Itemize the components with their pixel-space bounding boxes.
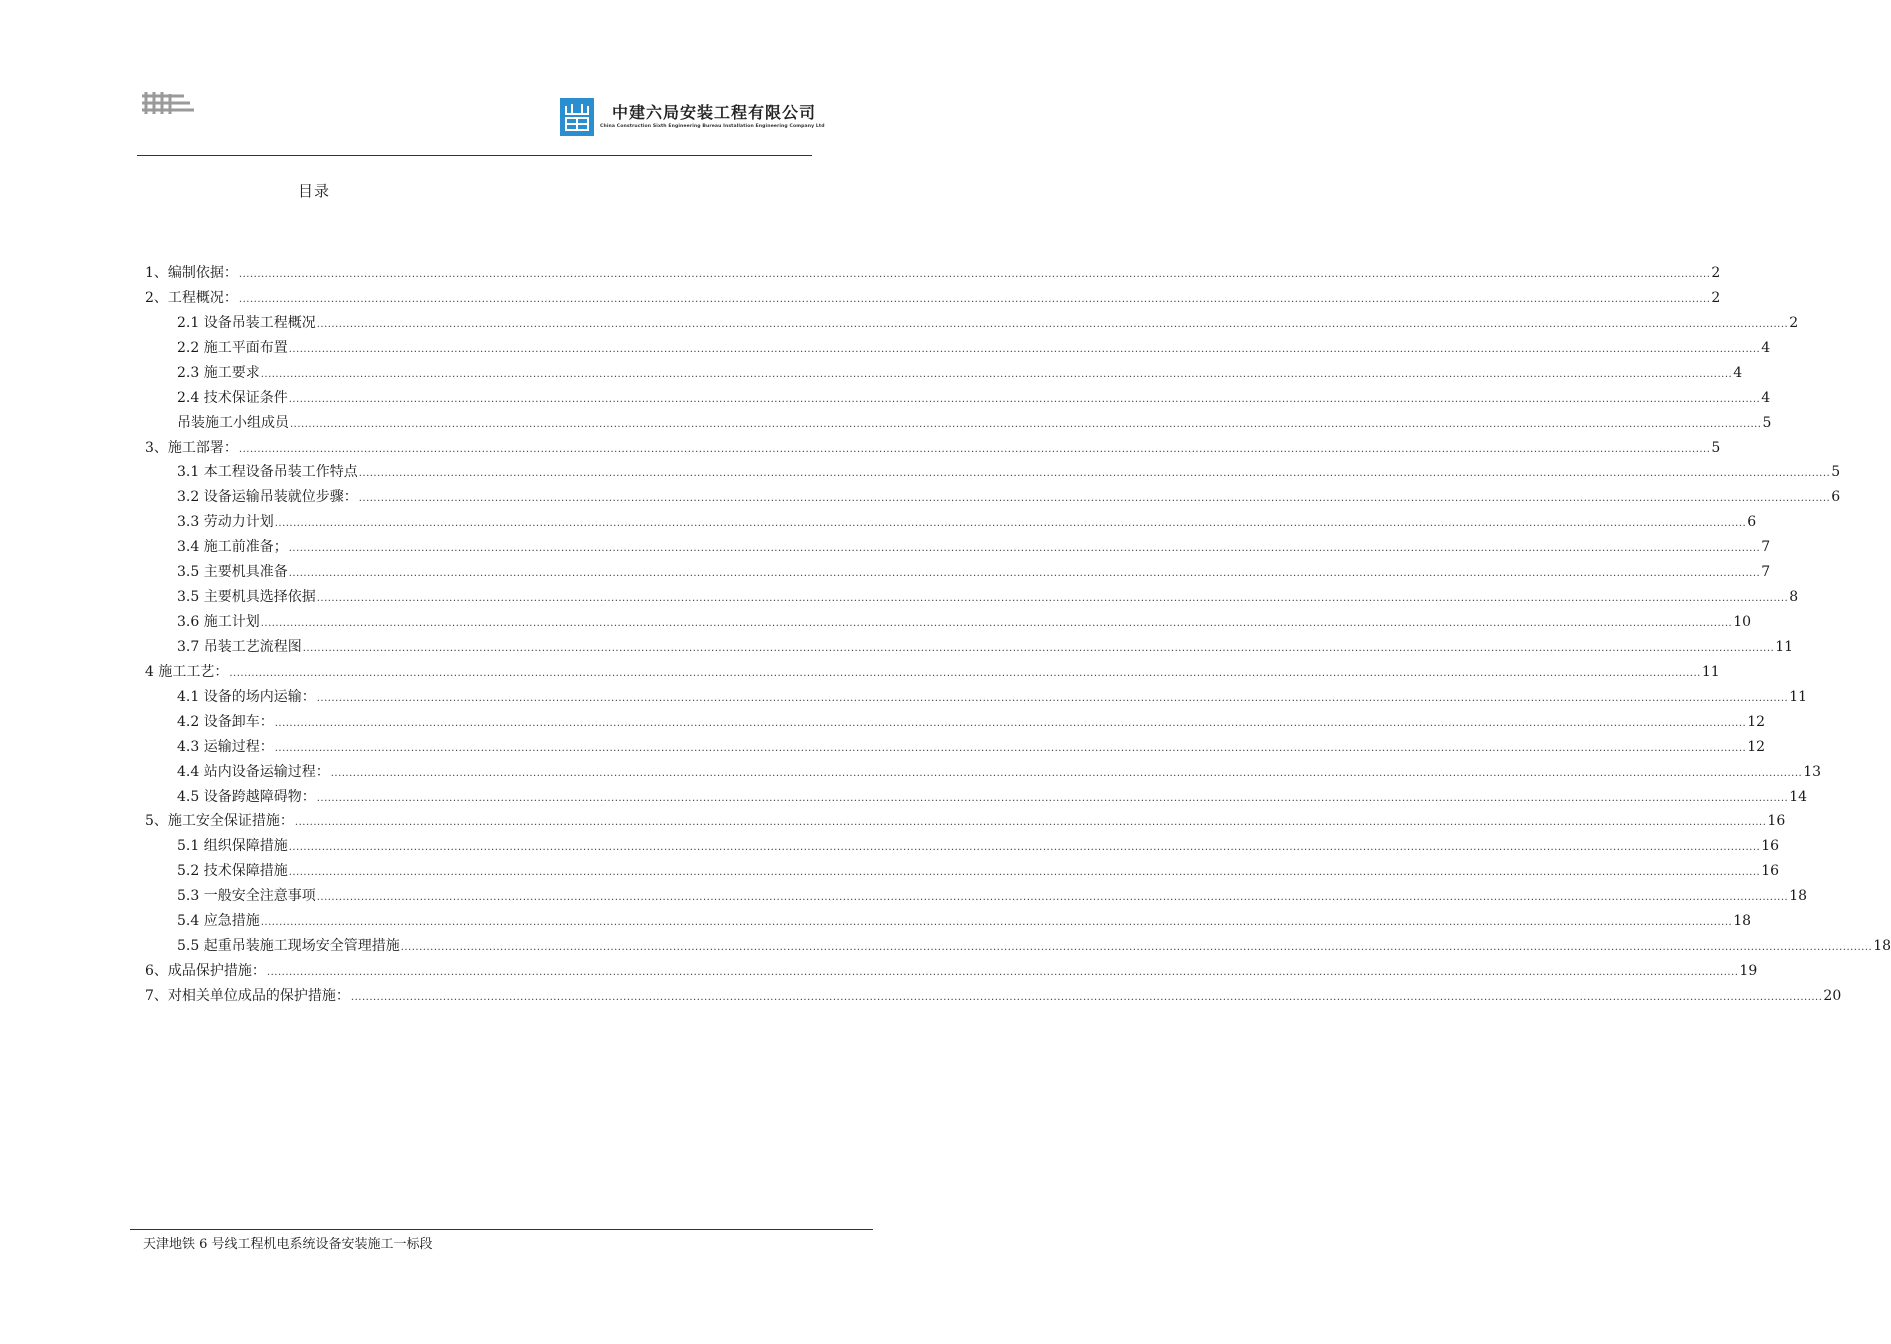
toc-entry-label: 4.4 站内设备运输过程： <box>177 763 330 780</box>
toc-entry-page: 4 <box>1761 389 1771 406</box>
toc-entry[interactable] <box>177 611 1752 633</box>
toc-leader-dots: ................................................................................................................................................................................................................................................................................................................................................................................................................ <box>260 618 1733 630</box>
toc-leader-dots: ................................................................................................................................................................................................................................................................................................................................................................................................................ <box>400 942 1873 954</box>
toc-entry-page: 7 <box>1761 539 1771 556</box>
toc-entry-label: 3.5 主要机具准备 <box>177 564 288 581</box>
toc-entry-label: 吊装施工小组成员 <box>177 414 289 431</box>
toc-entry[interactable] <box>177 486 1841 508</box>
toc-leader-dots: ................................................................................................................................................................................................................................................................................................................................................................................................................ <box>358 493 1831 505</box>
toc-entry[interactable] <box>177 387 1771 409</box>
toc-entry[interactable] <box>177 536 1771 558</box>
toc-entry-label: 3.5 主要机具选择依据 <box>177 589 316 606</box>
toc-entry[interactable] <box>177 736 1766 758</box>
toc-entry[interactable] <box>177 461 1841 483</box>
toc-entry-label: 5.1 组织保障措施 <box>177 838 288 855</box>
toc-leader-dots: ................................................................................................................................................................................................................................................................................................................................................................................................................ <box>290 418 1762 430</box>
toc-leader-dots: ................................................................................................................................................................................................................................................................................................................................................................................................................ <box>288 568 1761 580</box>
toc-entry-label: 4.1 设备的场内运输： <box>177 688 316 705</box>
toc-entry[interactable] <box>145 262 1721 284</box>
toc-entry-label: 3.7 吊装工艺流程图 <box>177 638 302 655</box>
toc-entry-page: 5 <box>1711 439 1721 456</box>
toc-entry-label: 5.5 起重吊装施工现场安全管理措施 <box>177 938 400 955</box>
toc-entry-label: 5.4 应急措施 <box>177 913 260 930</box>
toc-entry-label: 1、编制依据： <box>145 265 238 281</box>
toc-entry-page: 18 <box>1789 888 1808 905</box>
toc-leader-dots: ................................................................................................................................................................................................................................................................................................................................................................................................................ <box>294 817 1767 829</box>
toc-leader-dots: ................................................................................................................................................................................................................................................................................................................................................................................................................ <box>350 991 1823 1003</box>
toc-entry[interactable] <box>177 561 1771 583</box>
toc-entry-page: 16 <box>1767 813 1786 830</box>
toc-entry[interactable] <box>145 985 1842 1007</box>
toc-leader-dots: ................................................................................................................................................................................................................................................................................................................................................................................................................ <box>274 518 1747 530</box>
toc-entry-label: 2.4 技术保证条件 <box>177 389 288 406</box>
toc-entry-page: 5 <box>1762 414 1772 431</box>
toc-leader-dots: ................................................................................................................................................................................................................................................................................................................................................................................................................ <box>274 717 1747 729</box>
toc-entry-page: 2 <box>1789 314 1799 331</box>
toc-entry-label: 4.5 设备跨越障碍物： <box>177 788 316 805</box>
toc-entry-label: 2.3 施工要求 <box>177 364 260 381</box>
toc-entry[interactable] <box>177 935 1891 957</box>
toc-entry-page: 14 <box>1789 788 1808 805</box>
toc-entry-label: 4 施工工艺： <box>145 663 229 680</box>
toc-entry-label: 5、施工安全保证措施： <box>145 813 294 830</box>
toc-entry-label: 2.1 设备吊装工程概况 <box>177 314 316 331</box>
toc-entry-page: 6 <box>1831 489 1841 506</box>
toc-leader-dots: ................................................................................................................................................................................................................................................................................................................................................................................................................ <box>288 867 1761 879</box>
toc-entry[interactable] <box>145 661 1720 683</box>
toc-entry-page: 6 <box>1747 514 1757 531</box>
building-logo-icon <box>140 88 196 118</box>
company-logo-icon <box>560 98 594 136</box>
toc-entry[interactable] <box>177 636 1794 658</box>
toc-entry-page: 12 <box>1747 713 1766 730</box>
toc-entry[interactable] <box>145 960 1758 982</box>
toc-leader-dots: ................................................................................................................................................................................................................................................................................................................................................................................................................ <box>229 667 1701 679</box>
toc-leader-dots: ................................................................................................................................................................................................................................................................................................................................................................................................................ <box>288 393 1761 405</box>
toc-entry-page: 5 <box>1831 464 1841 481</box>
toc-leader-dots: ................................................................................................................................................................................................................................................................................................................................................................................................................ <box>238 293 1711 305</box>
toc-leader-dots: ................................................................................................................................................................................................................................................................................................................................................................................................................ <box>288 842 1761 854</box>
toc-entry-label: 6、成品保护措施： <box>145 963 266 980</box>
toc-leader-dots: ................................................................................................................................................................................................................................................................................................................................................................................................................ <box>358 468 1831 480</box>
toc-entry-label: 3.6 施工计划 <box>177 614 260 631</box>
toc-entry-page: 18 <box>1733 913 1752 930</box>
toc-entry[interactable] <box>177 412 1772 434</box>
toc-leader-dots: ................................................................................................................................................................................................................................................................................................................................................................................................................ <box>330 767 1803 779</box>
toc-entry-page: 19 <box>1739 963 1758 980</box>
toc-entry-page: 18 <box>1873 938 1891 955</box>
toc-entry-page: 4 <box>1733 364 1743 381</box>
toc-entry-label: 7、对相关单位成品的保护措施： <box>145 987 350 1004</box>
toc-leader-dots: ................................................................................................................................................................................................................................................................................................................................................................................................................ <box>260 368 1733 380</box>
toc-entry-page: 13 <box>1803 763 1822 780</box>
company-name: 中建六局安装工程有限公司 <box>612 103 817 122</box>
toc-entry[interactable] <box>177 786 1808 808</box>
toc-leader-dots: ................................................................................................................................................................................................................................................................................................................................................................................................................ <box>302 642 1775 654</box>
toc-entry-label: 3.1 本工程设备吊装工作特点 <box>177 464 358 481</box>
toc-entry[interactable] <box>177 362 1743 384</box>
toc-leader-dots: ................................................................................................................................................................................................................................................................................................................................................................................................................ <box>316 892 1789 904</box>
footer-divider <box>130 1229 873 1230</box>
company-name-en: China Construction Sixth Engineering Bureau Installation Engineering Company Ltd <box>600 124 825 129</box>
toc-leader-dots: ................................................................................................................................................................................................................................................................................................................................................................................................................ <box>288 343 1761 355</box>
toc-entry-label: 5.3 一般安全注意事项 <box>177 888 316 905</box>
toc-entry-label: 2.2 施工平面布置 <box>177 339 288 356</box>
toc-entry-page: 8 <box>1789 589 1799 606</box>
toc-entry-page: 11 <box>1775 638 1794 655</box>
toc-entry[interactable] <box>177 686 1808 708</box>
toc-entry[interactable] <box>177 337 1771 359</box>
toc-entry-page: 4 <box>1761 339 1771 356</box>
company-header <box>560 98 860 138</box>
toc-entry-label: 3.3 劳动力计划 <box>177 514 274 531</box>
toc-entry-label: 5.2 技术保障措施 <box>177 863 288 880</box>
toc-entry-page: 2 <box>1711 289 1721 306</box>
toc-entry-page: 10 <box>1733 614 1752 631</box>
toc-leader-dots: ................................................................................................................................................................................................................................................................................................................................................................................................................ <box>260 917 1733 929</box>
toc-entry[interactable] <box>177 910 1752 932</box>
toc-entry-page: 20 <box>1823 987 1842 1004</box>
toc-entry-page: 16 <box>1761 838 1780 855</box>
toc-entry-page: 11 <box>1701 663 1720 680</box>
toc-title: 目录 <box>298 182 331 200</box>
toc-entry[interactable] <box>177 885 1808 907</box>
footer-text: 天津地铁 6 号线工程机电系统设备安装施工一标段 <box>143 1237 433 1252</box>
toc-entry[interactable] <box>145 287 1721 309</box>
toc-entry-label: 4.3 运输过程： <box>177 738 274 755</box>
toc-entry[interactable] <box>177 835 1780 857</box>
toc-entry-label: 3、施工部署： <box>145 439 238 456</box>
toc-leader-dots: ................................................................................................................................................................................................................................................................................................................................................................................................................ <box>316 692 1789 704</box>
toc-entry-label: 2、工程概况： <box>145 289 238 306</box>
toc-leader-dots: ................................................................................................................................................................................................................................................................................................................................................................................................................ <box>238 269 1711 280</box>
toc-entry[interactable] <box>177 761 1822 783</box>
toc-entry-page: 12 <box>1747 738 1766 755</box>
toc-leader-dots: ................................................................................................................................................................................................................................................................................................................................................................................................................ <box>266 967 1739 979</box>
toc-entry[interactable] <box>177 312 1799 334</box>
toc-leader-dots: ................................................................................................................................................................................................................................................................................................................................................................................................................ <box>316 318 1789 330</box>
toc-leader-dots: ................................................................................................................................................................................................................................................................................................................................................................................................................ <box>316 593 1789 605</box>
toc-entry-label: 4.2 设备卸车： <box>177 713 274 730</box>
toc-entry[interactable] <box>177 586 1799 608</box>
toc-entry-label: 3.2 设备运输吊装就位步骤： <box>177 489 358 506</box>
toc-leader-dots: ................................................................................................................................................................................................................................................................................................................................................................................................................ <box>316 792 1789 804</box>
toc-leader-dots: ................................................................................................................................................................................................................................................................................................................................................................................................................ <box>288 543 1761 555</box>
toc-entry[interactable] <box>145 810 1786 832</box>
toc-entry[interactable] <box>145 437 1721 459</box>
toc-entry[interactable] <box>177 860 1780 882</box>
header-divider <box>137 155 812 156</box>
toc-entry[interactable] <box>177 511 1757 533</box>
toc-entry-page: 11 <box>1789 688 1808 705</box>
toc-entry-label: 3.4 施工前准备； <box>177 539 288 556</box>
toc-entry-page: 2 <box>1711 265 1721 281</box>
toc-entry[interactable] <box>177 711 1766 733</box>
toc-leader-dots: ................................................................................................................................................................................................................................................................................................................................................................................................................ <box>238 443 1711 455</box>
toc-entry-page: 16 <box>1761 863 1780 880</box>
toc-leader-dots: ................................................................................................................................................................................................................................................................................................................................................................................................................ <box>274 742 1747 754</box>
toc-entry-page: 7 <box>1761 564 1771 581</box>
